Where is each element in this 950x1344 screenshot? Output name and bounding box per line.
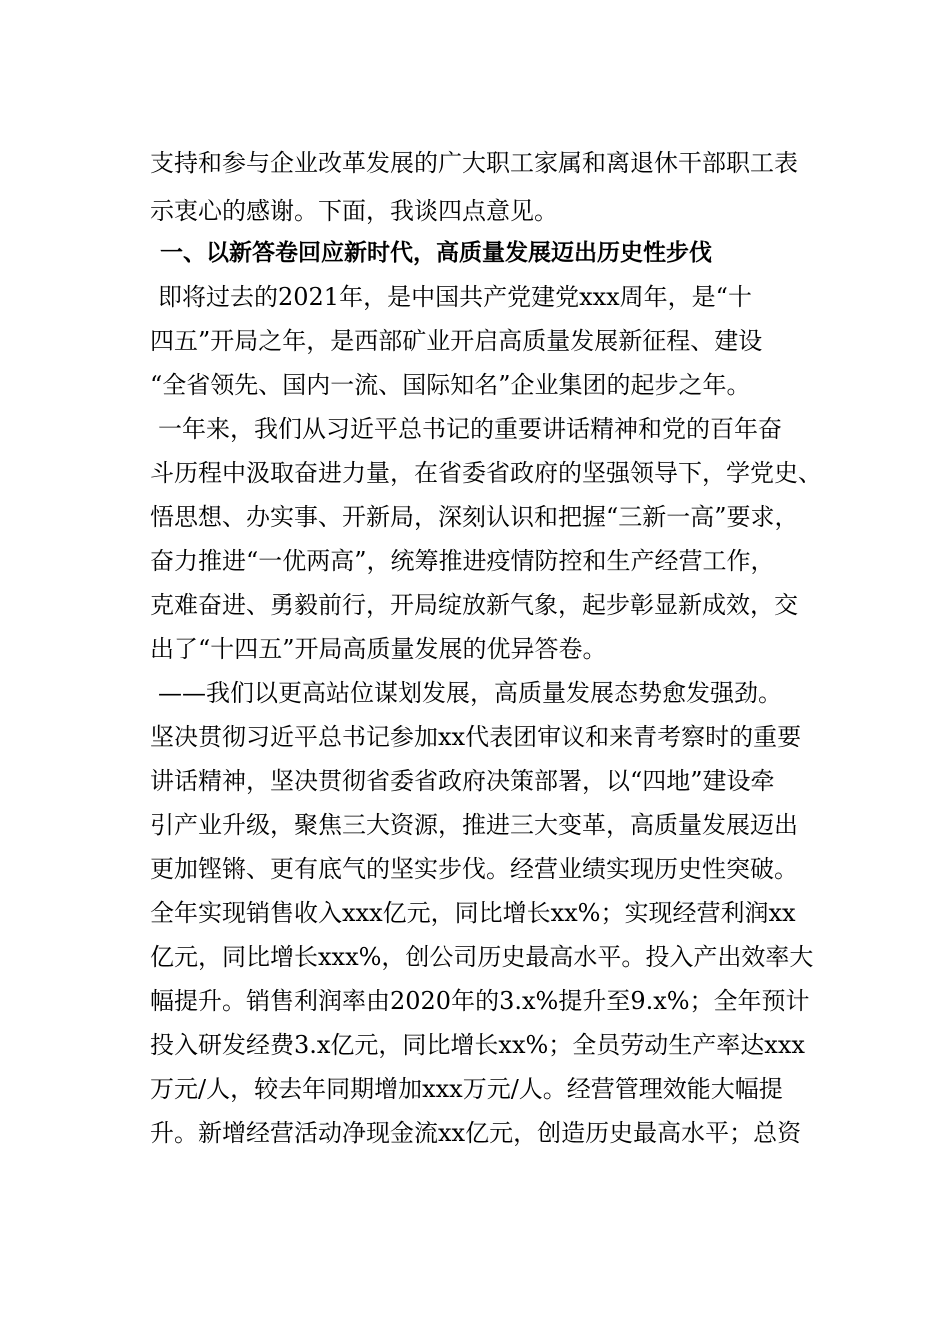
text-line-7: 一年来，我们从习近平总书记的重要讲话精神和党的百年奋 — [158, 415, 782, 443]
text-line-17: 更加铿锵、更有底气的坚实步伐。经营业绩实现历史性突破。 — [150, 855, 798, 883]
text-line-18: 全年实现销售收入xxx亿元，同比增长xx%；实现经营利润xx — [150, 899, 796, 927]
text-line-23: 升。新增经营活动净现金流xx亿元，创造历史最高水平；总资 — [150, 1119, 802, 1147]
text-line-22: 万元/人，较去年同期增加xxx万元/人。经营管理效能大幅提 — [150, 1075, 783, 1103]
text-line-12: 出了“十四五”开局高质量发展的优异答卷。 — [150, 635, 607, 663]
text-line-11: 克难奋进、勇毅前行，开局绽放新气象，起步彰显新成效，交 — [150, 591, 798, 619]
text-line-20: 幅提升。销售利润率由2020年的3.x%提升至9.x%；全年预计 — [150, 987, 810, 1015]
text-line-10: 奋力推进“一优两高”，统筹推进疫情防控和生产经营工作， — [150, 547, 775, 575]
text-line-14: 坚决贯彻习近平总书记参加xx代表团审议和来青考察时的重要 — [150, 723, 802, 751]
text-line-19: 亿元，同比增长xxx%，创公司历史最高水平。投入产出效率大 — [150, 943, 814, 971]
text-line-8: 斗历程中汲取奋进力量，在省委省政府的坚强领导下，学党史、 — [150, 459, 822, 487]
text-line-4: 即将过去的2021年，是中国共产党建党xxx周年，是“十 — [158, 283, 752, 311]
text-line-5: 四五”开局之年，是西部矿业开启高质量发展新征程、建设 — [150, 327, 763, 355]
text-line-15: 讲话精神，坚决贯彻省委省政府决策部署，以“四地”建设牵 — [150, 767, 775, 795]
section-heading: 一、以新答卷回应新时代，高质量发展迈出历史性步伐 — [160, 240, 712, 266]
text-line-6: “全省领先、国内一流、国际知名”企业集团的起步之年。 — [150, 371, 751, 399]
text-line-9: 悟思想、办实事、开新局，深刻认识和把握“三新一高”要求， — [150, 503, 799, 531]
text-line-21: 投入研发经费3.x亿元，同比增长xx%；全员劳动生产率达xxx — [150, 1031, 805, 1059]
text-line-13: ——我们以更高站位谋划发展，高质量发展态势愈发强劲。 — [158, 679, 782, 707]
text-line-2: 示衷心的感谢。下面，我谈四点意见。 — [150, 197, 558, 225]
text-line-16: 引产业升级，聚焦三大资源，推进三大变革，高质量发展迈出 — [150, 811, 798, 839]
text-line-1: 支持和参与企业改革发展的广大职工家属和离退休干部职工表 — [150, 149, 798, 177]
